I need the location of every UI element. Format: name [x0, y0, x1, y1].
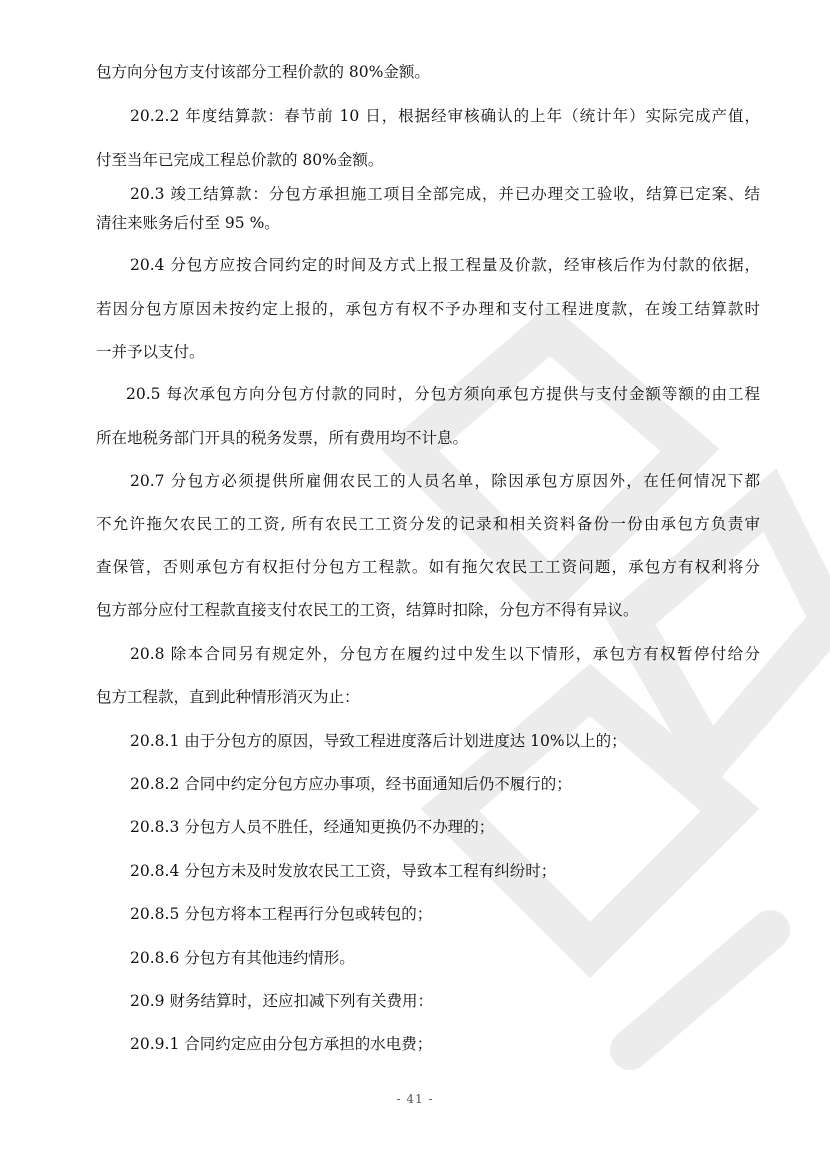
text-line: 所在地税务部门开具的税务发票，所有费用均不计息。 — [96, 429, 469, 447]
text-line: 20.8.1 由于分包方的原因，导致工程进度落后计划进度达 10%以上的； — [130, 732, 627, 750]
page-number: - 41 - — [396, 1092, 434, 1106]
text-line: 20.8.2 合同中约定分包方应办事项，经书面通知后仍不履行的； — [130, 775, 572, 793]
text-line: 20.3 竣工结算款：分包方承担施工项目全部完成，并已办理交工验收，结算已定案、结 — [130, 185, 760, 203]
text-line: 清往来账务后付至 95 %。 — [96, 214, 280, 232]
text-line: 20.8 除本合同另有规定外，分包方在履约过中发生以下情形，承包方有权暂停付给分 — [130, 645, 760, 663]
text-line: 20.5 每次承包方向分包方付款的同时，分包方须向承包方提供与支付金额等额的由工程 — [126, 385, 760, 403]
text-line: 若因分包方原因未按约定上报的，承包方有权不予办理和支付工程进度款，在竣工结算款时 — [96, 300, 760, 318]
text-line: 包方工程款，直到此种情形消灭为止： — [96, 688, 360, 706]
text-line: 20.8.3 分包方人员不胜任，经通知更换仍不办理的； — [130, 818, 495, 836]
text-line: 20.2.2 年度结算款：春节前 10 日，根据经审核确认的上年（统计年）实际完成产值， — [130, 107, 760, 125]
text-line: 20.7 分包方必须提供所雇佣农民工的人员名单，除因承包方原因外，在任何情况下都 — [130, 472, 760, 490]
text-line: 20.8.4 分包方未及时发放农民工工资，导致本工程有纠纷时； — [130, 862, 557, 880]
text-line: 不允许拖欠农民工的工资, 所有农民工工资分发的记录和相关资料备份一份由承包方负责审 — [96, 515, 760, 533]
text-line: 一并予以支付。 — [96, 343, 205, 361]
text-line: 查保管，否则承包方有权拒付分包方工程款。如有拖欠农民工工资问题，承包方有权利将分 — [96, 558, 760, 576]
text-line: 包方部分应付工程款直接支付农民工的工资，结算时扣除，分包方不得有异议。 — [96, 601, 639, 619]
text-line: 包方向分包方支付该部分工程价款的 80%金额。 — [96, 63, 430, 81]
text-line: 20.9.1 合同约定应由分包方承担的水电费； — [130, 1035, 433, 1053]
text-line: 20.8.6 分包方有其他违约情形。 — [130, 949, 355, 967]
text-line: 20.4 分包方应按合同约定的时间及方式上报工程量及价款，经审核后作为付款的依据， — [130, 256, 760, 274]
text-line: 20.9 财务结算时，还应扣减下列有关费用： — [130, 992, 433, 1010]
text-line: 20.8.5 分包方将本工程再行分包或转包的； — [130, 905, 433, 923]
text-line: 付至当年已完成工程总价款的 80%金额。 — [96, 151, 384, 169]
